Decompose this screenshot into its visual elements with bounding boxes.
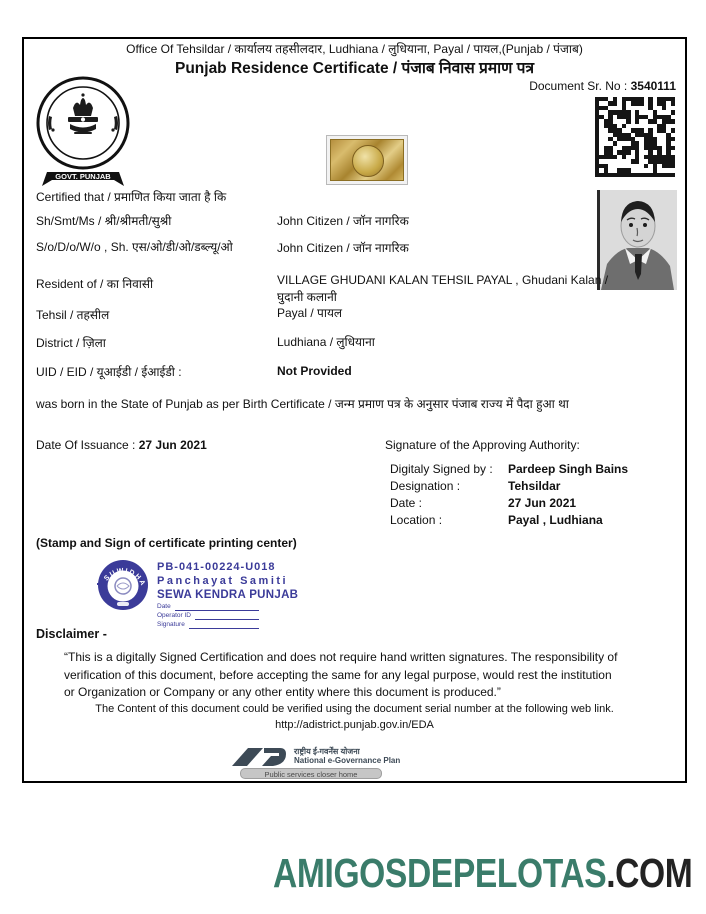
stamp-org-line2: SEWA KENDRA PUNJAB [157, 589, 299, 601]
stamp-date-row [157, 602, 259, 611]
stamp-date-label: Date [157, 603, 171, 610]
stamp-date-line [175, 603, 259, 611]
stamp-operator-line [195, 612, 259, 620]
stamp-section-heading: (Stamp and Sign of certificate printing center) [36, 536, 297, 550]
stamp-signature-label: Signature [157, 621, 185, 628]
egov-tagline: Public services closer home [240, 768, 382, 779]
punjab-govt-emblem-icon [35, 74, 131, 196]
hologram-sticker [326, 135, 408, 185]
verification-line: The Content of this document could be verified using the document serial number at the following web link. [95, 703, 614, 715]
egov-hindi-line: राष्ट्रीय ई-गवर्नेंस योजना [294, 747, 360, 756]
document-serial-label: Document Sr. No : [529, 79, 631, 93]
site-watermark [273, 850, 692, 897]
office-line: Office Of Tehsildar / कार्यालय तहसीलदार, Ludhiana / लुधियाना, Payal / पायल,(Punjab / पंजाब) [126, 42, 583, 56]
disclaimer-heading: Disclaimer - [36, 627, 107, 641]
signed-by-value: Pardeep Singh Bains [508, 462, 629, 476]
uid-value: Not Provided [277, 364, 352, 378]
date-of-issuance [36, 438, 207, 453]
name-value: John Citizen / जॉन नागरिक [277, 214, 409, 228]
parentage-label: S/o/D/o/W/o , Sh. एस/ओ/डी/ओ/डब्ल्यू/ओ [36, 240, 233, 254]
document-serial [529, 79, 676, 94]
location-value: Payal , Ludhiana [508, 513, 603, 527]
egov-english-line: National e-Governance Plan [294, 756, 401, 765]
egov-logo-icon [230, 744, 288, 770]
stamp-operator-label: Operator ID [157, 612, 191, 619]
suwidha-seal-icon [96, 558, 150, 612]
disclaimer-body: “This is a digitally Signed Certification and does not require hand written signatures. The responsibility of verification of this document, before accepting the same for any legal purpose, would rest the institution or Organization or Company or any other entity where this document is produced.” [64, 650, 618, 699]
parentage-value: John Citizen / जॉन नागरिक [277, 241, 409, 255]
certified-that-line: Certified that / प्रमाणित किया जाता है कि [36, 190, 227, 204]
date-of-issuance-value: 27 Jun 2021 [138, 438, 207, 452]
svg-text:GOVT. PUNJAB: GOVT. PUNJAB [55, 172, 111, 181]
stamp-org-line1: Panchayat Samiti [157, 575, 289, 587]
district-label: District / ज़िला [36, 336, 106, 350]
resident-of-label: Resident of / का निवासी [36, 277, 154, 291]
svg-text:SUWIDHA: SUWIDHA [103, 567, 147, 588]
hologram-seal-icon [330, 139, 404, 181]
designation-label: Designation : [390, 479, 461, 493]
name-label: Sh/Smt/Ms / श्री/श्रीमती/सुश्री [36, 214, 172, 228]
stamp-operator-row [157, 611, 259, 620]
tehsil-label: Tehsil / तहसील [36, 308, 110, 322]
document-serial-value: 3540111 [630, 79, 676, 93]
signed-date-label: Date : [390, 496, 423, 510]
stamp-signature-line [189, 621, 259, 629]
born-statement: was born in the State of Punjab as per Birth Certificate / जन्म प्रमाण पत्र के अनुसार पंजाब राज्य में पैदा हुआ था [36, 397, 569, 411]
tehsil-value: Payal / पायल [277, 306, 343, 320]
site-watermark-suffix: .COM [605, 850, 692, 896]
date-of-issuance-label: Date Of Issuance : [36, 438, 139, 452]
district-value: Ludhiana / लुधियाना [277, 335, 375, 349]
stamp-code: PB-041-00224-U018 [157, 561, 276, 573]
uid-label: UID / EID / यूआईडी / ईआईडी : [36, 365, 182, 379]
stamp-signature-row [157, 620, 259, 629]
designation-value: Tehsildar [508, 479, 561, 493]
site-watermark-primary: AMIGOSDEPELOTAS [272, 850, 606, 896]
approving-authority-heading: Signature of the Approving Authority: [385, 438, 580, 452]
signed-date-value: 27 Jun 2021 [508, 496, 577, 510]
verification-url: http://adistrict.punjab.gov.in/EDA [275, 719, 434, 731]
certificate-title: Punjab Residence Certificate / पंजाब निवास प्रमाण पत्र [174, 60, 535, 77]
location-label: Location : [390, 513, 443, 527]
barcode-icon [595, 97, 675, 177]
signed-by-label: Digitaly Signed by : [390, 462, 493, 476]
resident-of-value: VILLAGE GHUDANI KALAN TEHSIL PAYAL , Ghudani Kalan / घुदानी कलानी [277, 273, 609, 304]
